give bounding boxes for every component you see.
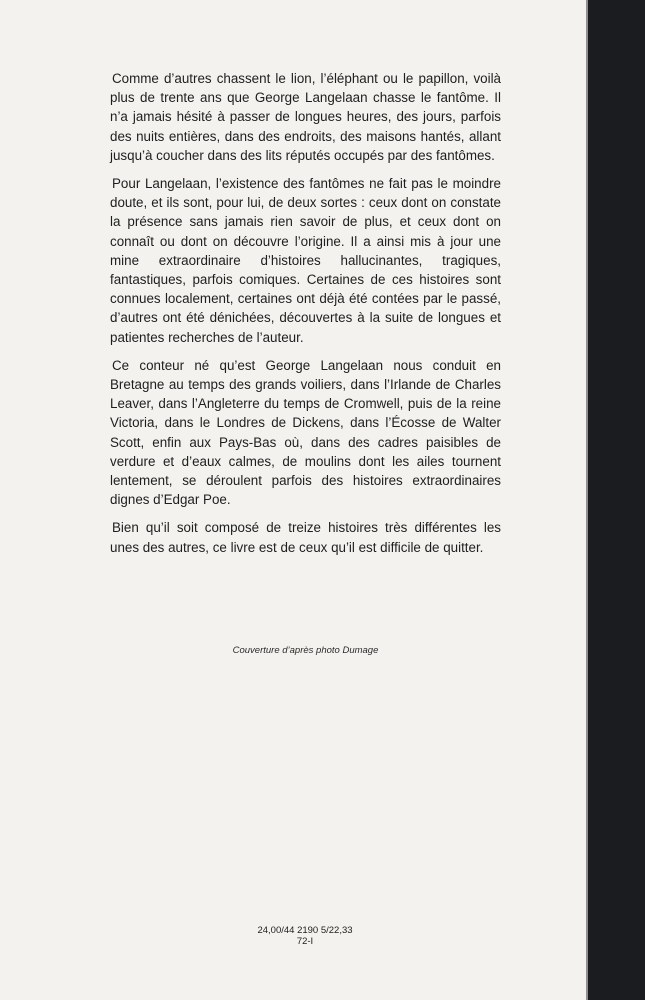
- paragraph-4: Bien qu’il soit composé de treize histoires très différentes les unes des autres, ce livre est de ceux qu’il est difficile de quitter.: [110, 520, 501, 555]
- price-code-line-2: 72-I: [296, 936, 314, 947]
- cover-photo-credit: Couverture d’après photo Dumage: [232, 645, 379, 656]
- price-code-line-1: 24,00/44 2190 5/22,33: [257, 925, 353, 936]
- paragraph-2: Pour Langelaan, l’existence des fantômes ne fait pas le moindre doute, et ils sont, pour lui, de deux sortes : ceux dont on constate la présence sans jamais rien savoir de plus, et ceux dont on connaît ou dont on découvre l’origine. Il a ainsi mis à jour une mine extraordinaire d’histoires hallucinantes, tragiques, fantastiques, parfois comiques. Certaines de ces histoires sont connues localement, certaines ont déjà été contées par le passé, d’autres ont été dénichées, découvertes à la suite de longues et patientes recherches de l’auteur.: [110, 176, 501, 345]
- book-spine: [588, 0, 645, 1000]
- paragraph-3: Ce conteur né qu’est George Langelaan nous conduit en Bretagne au temps des grands voiliers, dans l’Irlande de Charles Leaver, dans l’Angleterre du temps de Cromwell, puis de la reine Victoria, dans le Londres de Dickens, dans l’Écosse de Walter Scott, enfin aux Pays-Bas où, dans des cadres paisibles de verdure et d’eaux calmes, de moulins dont les ailes tournent lentement, se déroulent parfois des histoires extraordinaires dignes d’Edgar Poe.: [110, 357, 501, 508]
- paragraph-1: Comme d’autres chassent le lion, l’éléphant ou le papillon, voilà plus de trente ans que George Langelaan chasse le fantôme. Il n’a jamais hésité à passer de longues heures, des jours, parfois des nuits entières, dans des endroits, des maisons hantés, allant jusqu’à coucher dans des lits réputés occupés par des fantômes.: [110, 71, 501, 163]
- price-codes: [200, 925, 410, 947]
- blurb-text: [110, 69, 501, 566]
